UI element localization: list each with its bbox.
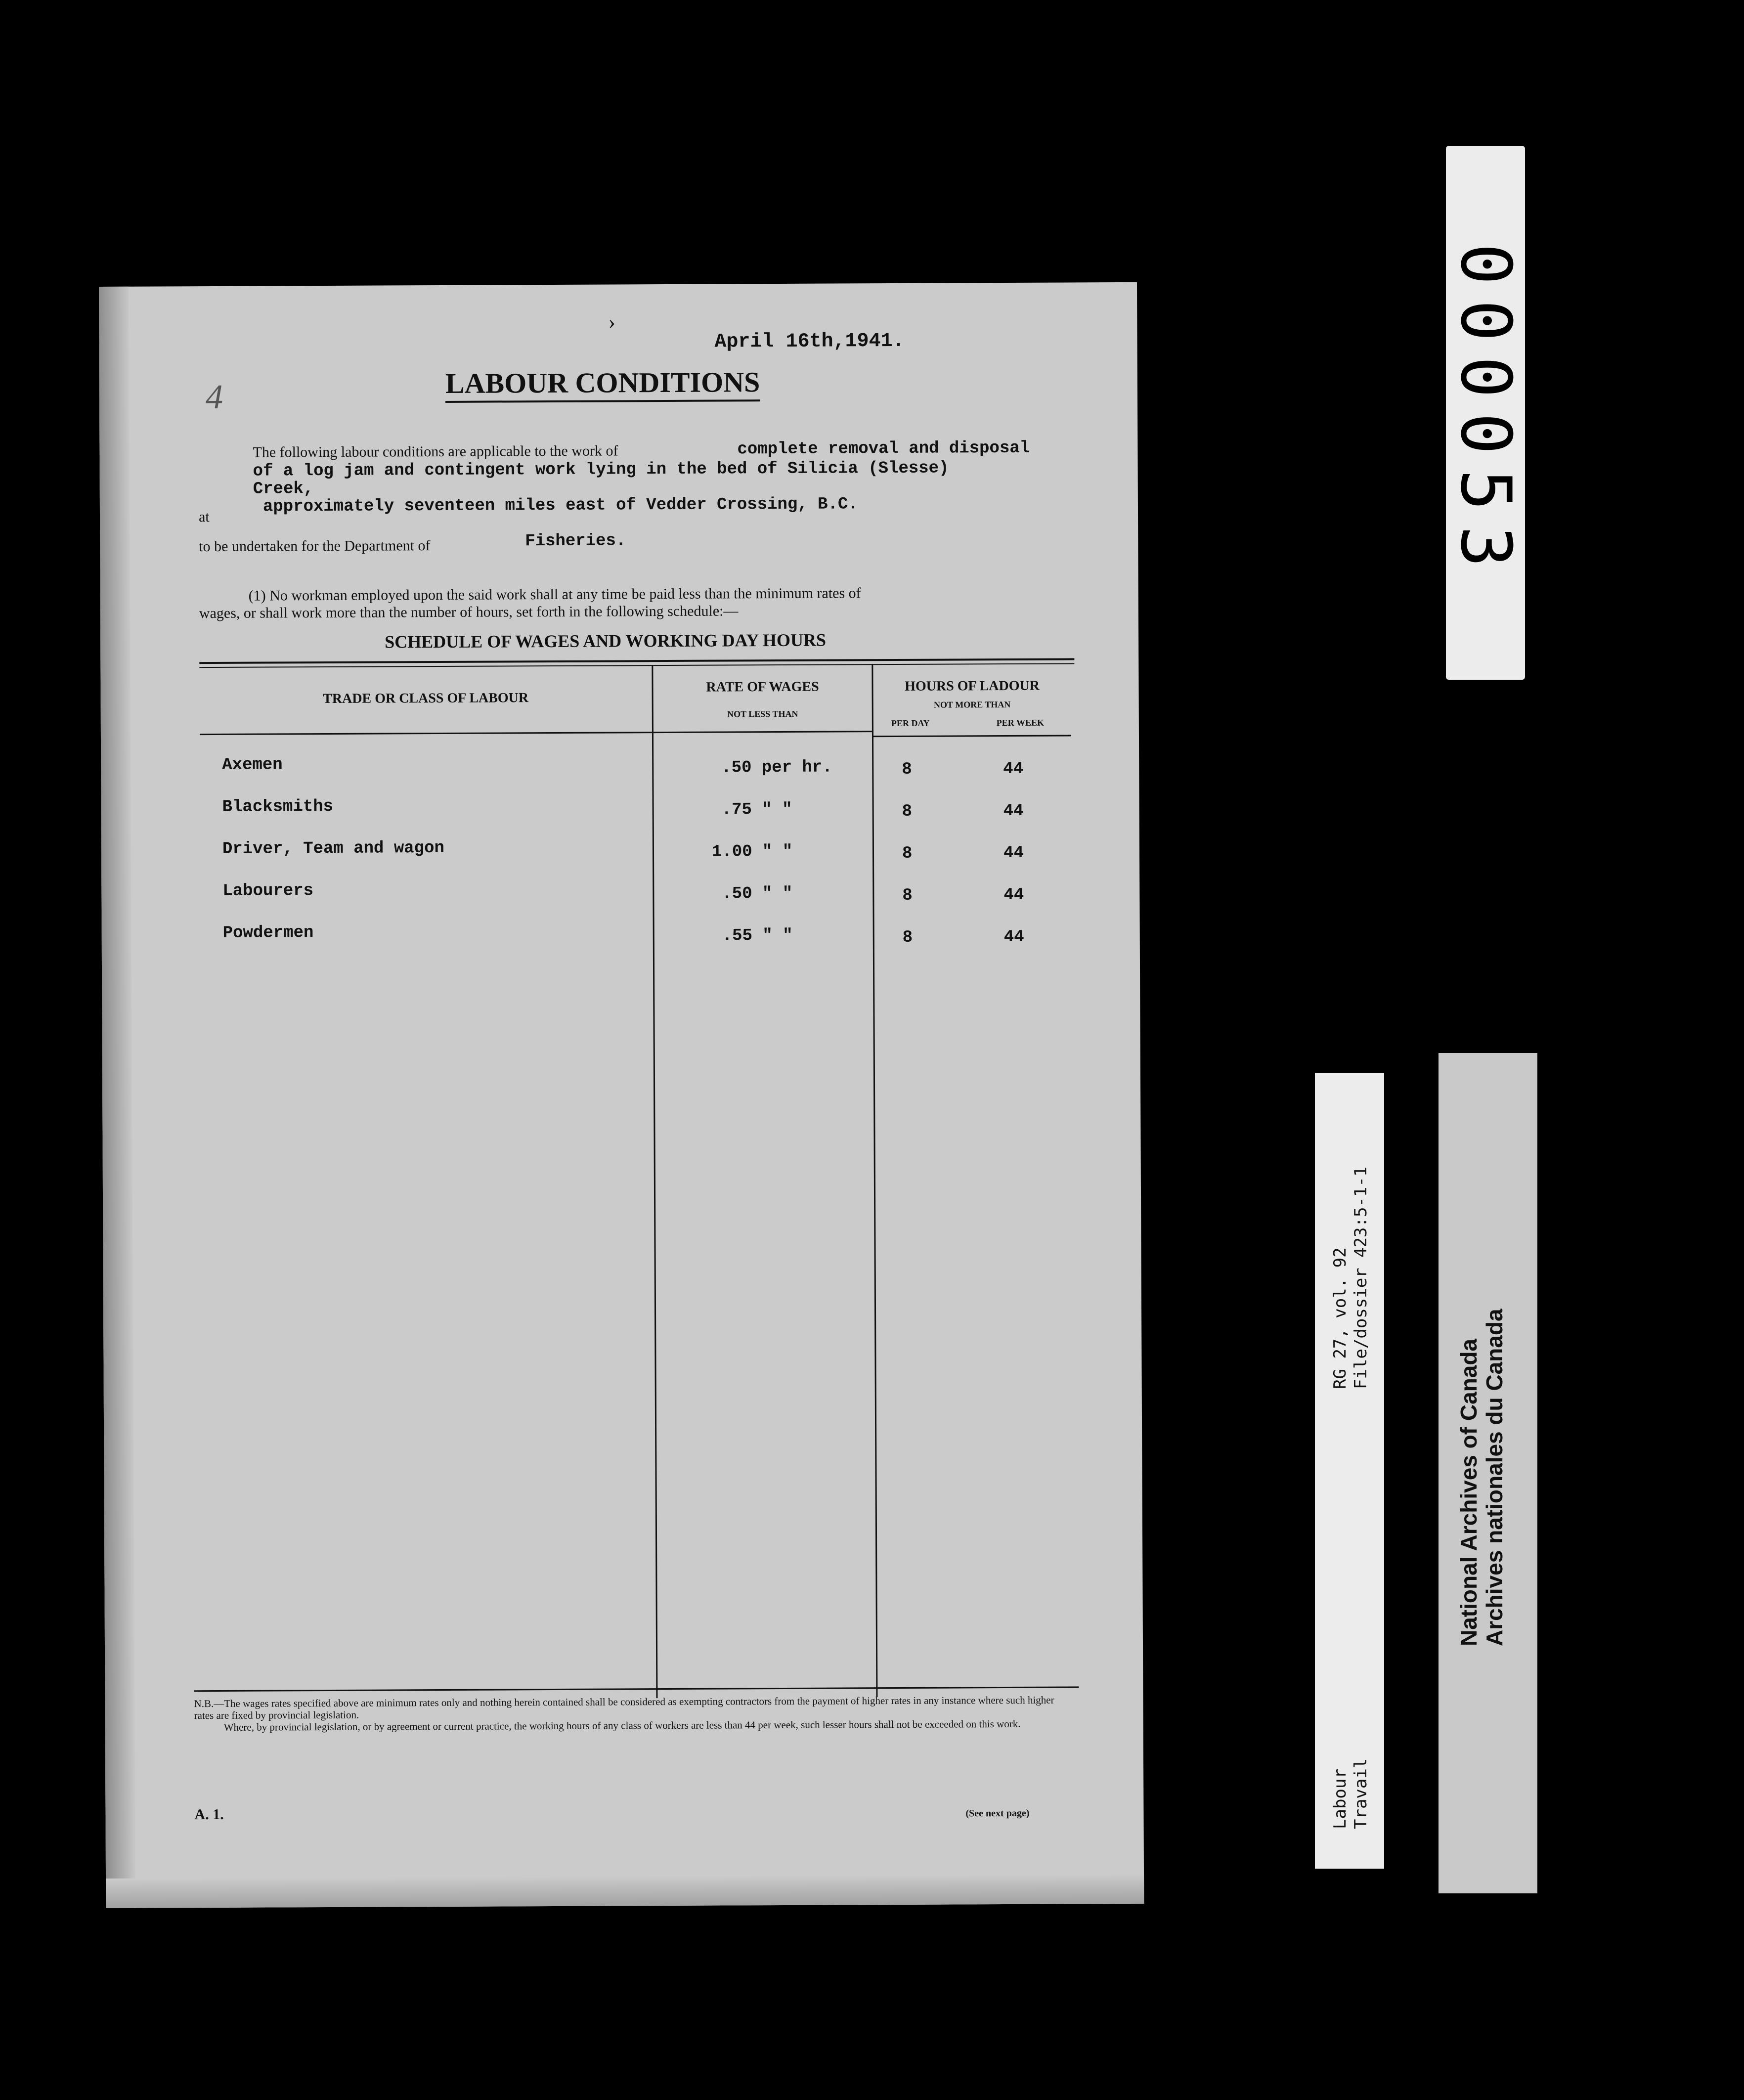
document-page [99,282,1144,1908]
department-label: to be undertaken for the Department of [199,537,431,555]
row-4-rate: .50 " " [722,884,793,904]
intro-text: The following labour conditions are applicable to the work of [253,442,618,461]
row-1-rate: .50 per hr. [721,758,832,778]
row-2-rate: .75 " " [721,800,792,820]
column-divider-2 [872,664,877,1697]
form-code: A. 1. [194,1806,224,1823]
row-5-rate: .55 " " [722,926,793,946]
archive-reference-label [1315,1073,1384,1869]
header-per-day: PER DAY [891,718,930,729]
header-hours-sub: NOT MORE THAN [933,699,1011,710]
table-top-rule-2 [199,663,1074,668]
note-block [194,1694,1064,1734]
see-next-page: (See next page) [965,1807,1030,1819]
row-5-trade: Powdermen [222,923,314,943]
document-title: LABOUR CONDITIONS [445,365,760,403]
table-top-rule [199,658,1074,664]
handwritten-mark: 4 [205,378,223,417]
row-4-week: 44 [1003,885,1024,905]
row-3-day: 8 [902,844,913,863]
at-label: at [198,509,210,525]
row-2-day: 8 [902,802,913,821]
work-description-3: Creek, [253,480,314,499]
row-3-week: 44 [1003,843,1024,863]
header-trade: TRADE OR CLASS OF LABOUR [323,690,529,707]
row-2-trade: Blacksmiths [222,797,334,817]
row-1-trade: Axemen [222,755,283,775]
margin-mark: › [608,309,616,334]
clause-1: (1) No workman employed upon the said work shall at any time be paid less than the minimum rates of [248,585,861,604]
work-description-2: of a log jam and contingent work lying in the bed of Silicia (Slesse) [253,459,949,481]
note-where: Where, by provincial legislation, or by agreement or current practice, the working hours of any class of workers are less than 44 per week, such lesser hours shall not be exceeded on this work. [223,1717,1021,1733]
schedule-title: SCHEDULE OF WAGES AND WORKING DAY HOURS [385,630,827,652]
reference-line-2: File/dossier 423:5-1-1 [1351,1166,1371,1389]
header-rule-2 [654,731,872,733]
row-5-day: 8 [902,928,913,947]
note-rule [194,1686,1079,1692]
document-date: April 16th,1941. [714,330,905,353]
archive-stamp-line-2: Archives nationales du Canada [1482,1309,1507,1646]
header-hours: HOURS OF LADOUR [905,678,1040,694]
frame-number: 000053 [1445,243,1526,582]
row-3-trade: Driver, Team and wagon [222,838,444,859]
header-rate: RATE OF WAGES [706,679,819,695]
row-1-day: 8 [902,760,912,779]
row-2-week: 44 [1003,801,1024,821]
clause-1-continued: wages, or shall work more than the number of hours, set forth in the following schedule:— [199,603,739,622]
header-rule-3 [873,735,1071,737]
archive-stamp-label [1439,1053,1537,1893]
row-4-trade: Labourers [222,881,314,901]
row-4-day: 8 [902,886,913,905]
header-rate-sub: NOT LESS THAN [727,708,798,719]
header-rule-1 [200,732,652,735]
archive-stamp-text [1456,1309,1507,1646]
row-3-rate: 1.00 " " [711,842,793,862]
column-divider-1 [652,665,657,1698]
language-line-2: Travail [1351,1758,1371,1829]
department-name: Fisheries. [525,531,626,551]
reference-text [1330,1167,1371,1389]
archive-stamp-line-1: National Archives of Canada [1456,1338,1482,1646]
header-per-week: PER WEEK [996,717,1045,728]
work-description-1: complete removal and disposal [737,438,1030,459]
note-nb: N.B.—The wages rates specified above are minimum rates only and nothing herein contained shall be considered as exempting contractors from the payment of higher rates in any instance where such higher rates are fixed by provincial legislation. [194,1694,1054,1722]
frame-number-strip [1446,146,1525,680]
row-5-week: 44 [1003,927,1024,947]
row-1-week: 44 [1003,759,1024,779]
location-text: approximately seventeen miles east of Vedder Crossing, B.C. [262,495,858,517]
reference-line-1: RG 27, vol. 92 [1330,1247,1350,1389]
language-line-1: Labour [1330,1768,1350,1829]
language-text [1330,1758,1371,1829]
